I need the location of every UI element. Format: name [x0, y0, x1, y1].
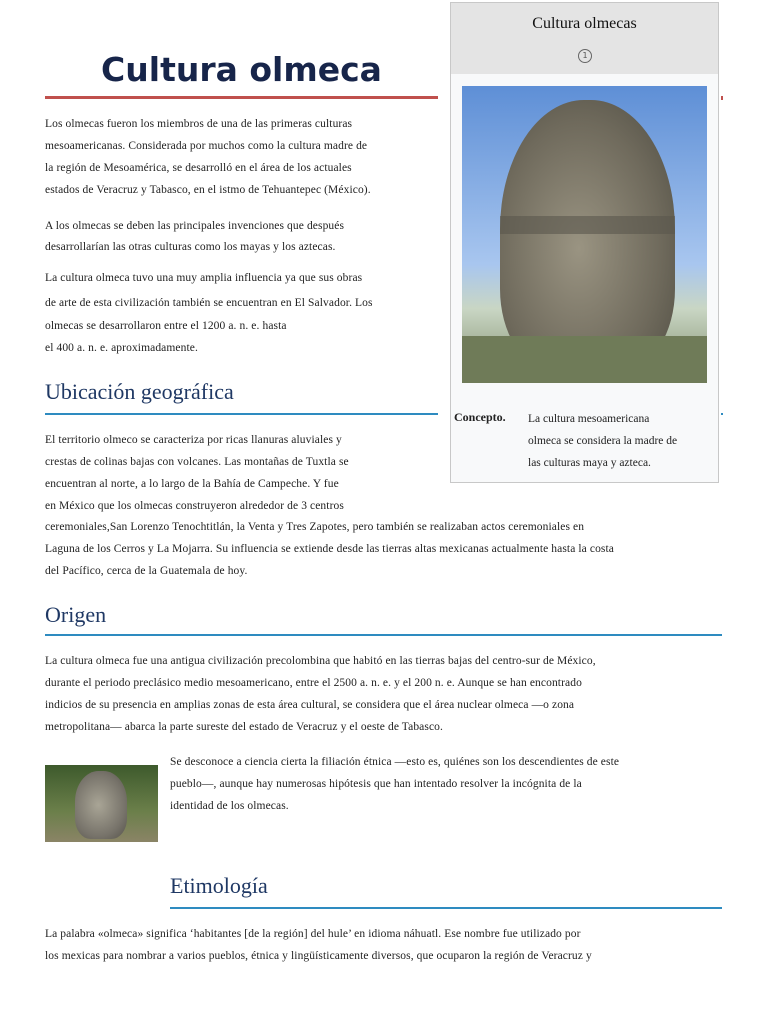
text-line: durante el periodo preclásico medio mesoamericano, entre el 2500 a. n. e. y el 200 n. e. Aunque se han encontrado — [45, 677, 582, 689]
text-line: ceremoniales,San Lorenzo Tenochtitlán, la Venta y Tres Zapotes, pero también se realizaban actos ceremoniales en — [45, 521, 585, 533]
text-line: desarrollarían las otras culturas como los mayas y los aztecas. — [45, 241, 336, 253]
text-line: encuentran al norte, a lo largo de la Bahía de Campeche. Y fue — [45, 478, 339, 490]
concept-line: La cultura mesoamericana — [528, 413, 650, 425]
text-line: la región de Mesoamérica, se desarrolló en el área de los actuales — [45, 162, 352, 174]
heading-etimologia: Etimología — [170, 873, 268, 898]
text-line: La cultura olmeca tuvo una muy amplia influencia ya que sus obras — [45, 272, 363, 284]
divider-marker — [721, 413, 723, 415]
text-line: olmecas se desarrollaron entre el 1200 a. n. e. hasta — [45, 320, 287, 332]
text-line: del Pacífico, cerca de la Guatemala de hoy. — [45, 565, 248, 577]
concept-line: olmeca se considera la madre de — [528, 435, 678, 447]
divider-marker — [721, 96, 723, 100]
heading-divider — [45, 634, 722, 636]
text-line: Los olmecas fueron los miembros de una de las primeras culturas — [45, 118, 353, 130]
infobox-header — [451, 3, 718, 74]
text-line: La cultura olmeca fue una antigua civilización precolombina que habitó en las tierras bajas del centro-sur de México, — [45, 655, 596, 667]
concept-line: las culturas maya y azteca. — [528, 457, 651, 469]
olmec-head-image — [462, 86, 707, 383]
text-line: indicios de su presencia en amplias zonas de esta área cultural, se considera que el área nuclear olmeca —o zona — [45, 699, 575, 711]
text-line: pueblo—, aunque hay numerosas hipótesis que han intentado resolver la incógnita de la — [170, 778, 582, 790]
text-line: crestas de colinas bajas con volcanes. Las montañas de Tuxtla se — [45, 456, 349, 468]
title-divider — [45, 96, 438, 99]
text-line: Se desconoce a ciencia cierta la filiación étnica —esto es, quiénes son los descendientes de este — [170, 756, 620, 768]
text-line: el 400 a. n. e. aproximadamente. — [45, 342, 198, 354]
infobox — [450, 2, 719, 483]
text-line: estados de Veracruz y Tabasco, en el istmo de Tehuantepec (México). — [45, 184, 371, 196]
text-line: los mexicas para nombrar a varios pueblos, étnica y lingüísticamente diversos, que ocuparon la región de Veracruz y — [45, 950, 592, 962]
info-circle-icon[interactable]: 1 — [578, 49, 592, 63]
infobox-title: Cultura olmecas — [532, 15, 637, 32]
text-line: Laguna de los Cerros y La Mojarra. Su influencia se extiende desde las tierras altas mexicanas actualmente hasta la costa — [45, 543, 614, 555]
olmec-head-thumbnail — [45, 765, 158, 842]
page-title: Cultura olmeca — [101, 50, 382, 89]
concept-label: Concepto. — [454, 410, 506, 424]
heading-divider — [45, 413, 438, 415]
concept-text — [528, 408, 677, 474]
text-line: identidad de los olmecas. — [170, 800, 289, 812]
heading-divider — [170, 907, 722, 909]
heading-origen: Origen — [45, 602, 107, 627]
text-line: mesoamericanas. Considerada por muchos como la cultura madre de — [45, 140, 368, 152]
text-line: metropolitana— abarca la parte sureste del estado de Veracruz y el oeste de Tabasco. — [45, 721, 443, 733]
text-line: El territorio olmeco se caracteriza por ricas llanuras aluviales y — [45, 434, 342, 446]
text-line: en México que los olmecas construyeron alrededor de 3 centros — [45, 500, 344, 512]
heading-ubicacion: Ubicación geográfica — [45, 379, 234, 404]
text-line: de arte de esta civilización también se encuentran en El Salvador. Los — [45, 297, 373, 309]
text-line: La palabra «olmeca» significa ‘habitantes [de la región] del hule’ en idioma náhuatl. Ese nombre fue utilizado por — [45, 928, 581, 940]
text-line: A los olmecas se deben las principales invenciones que después — [45, 220, 345, 232]
